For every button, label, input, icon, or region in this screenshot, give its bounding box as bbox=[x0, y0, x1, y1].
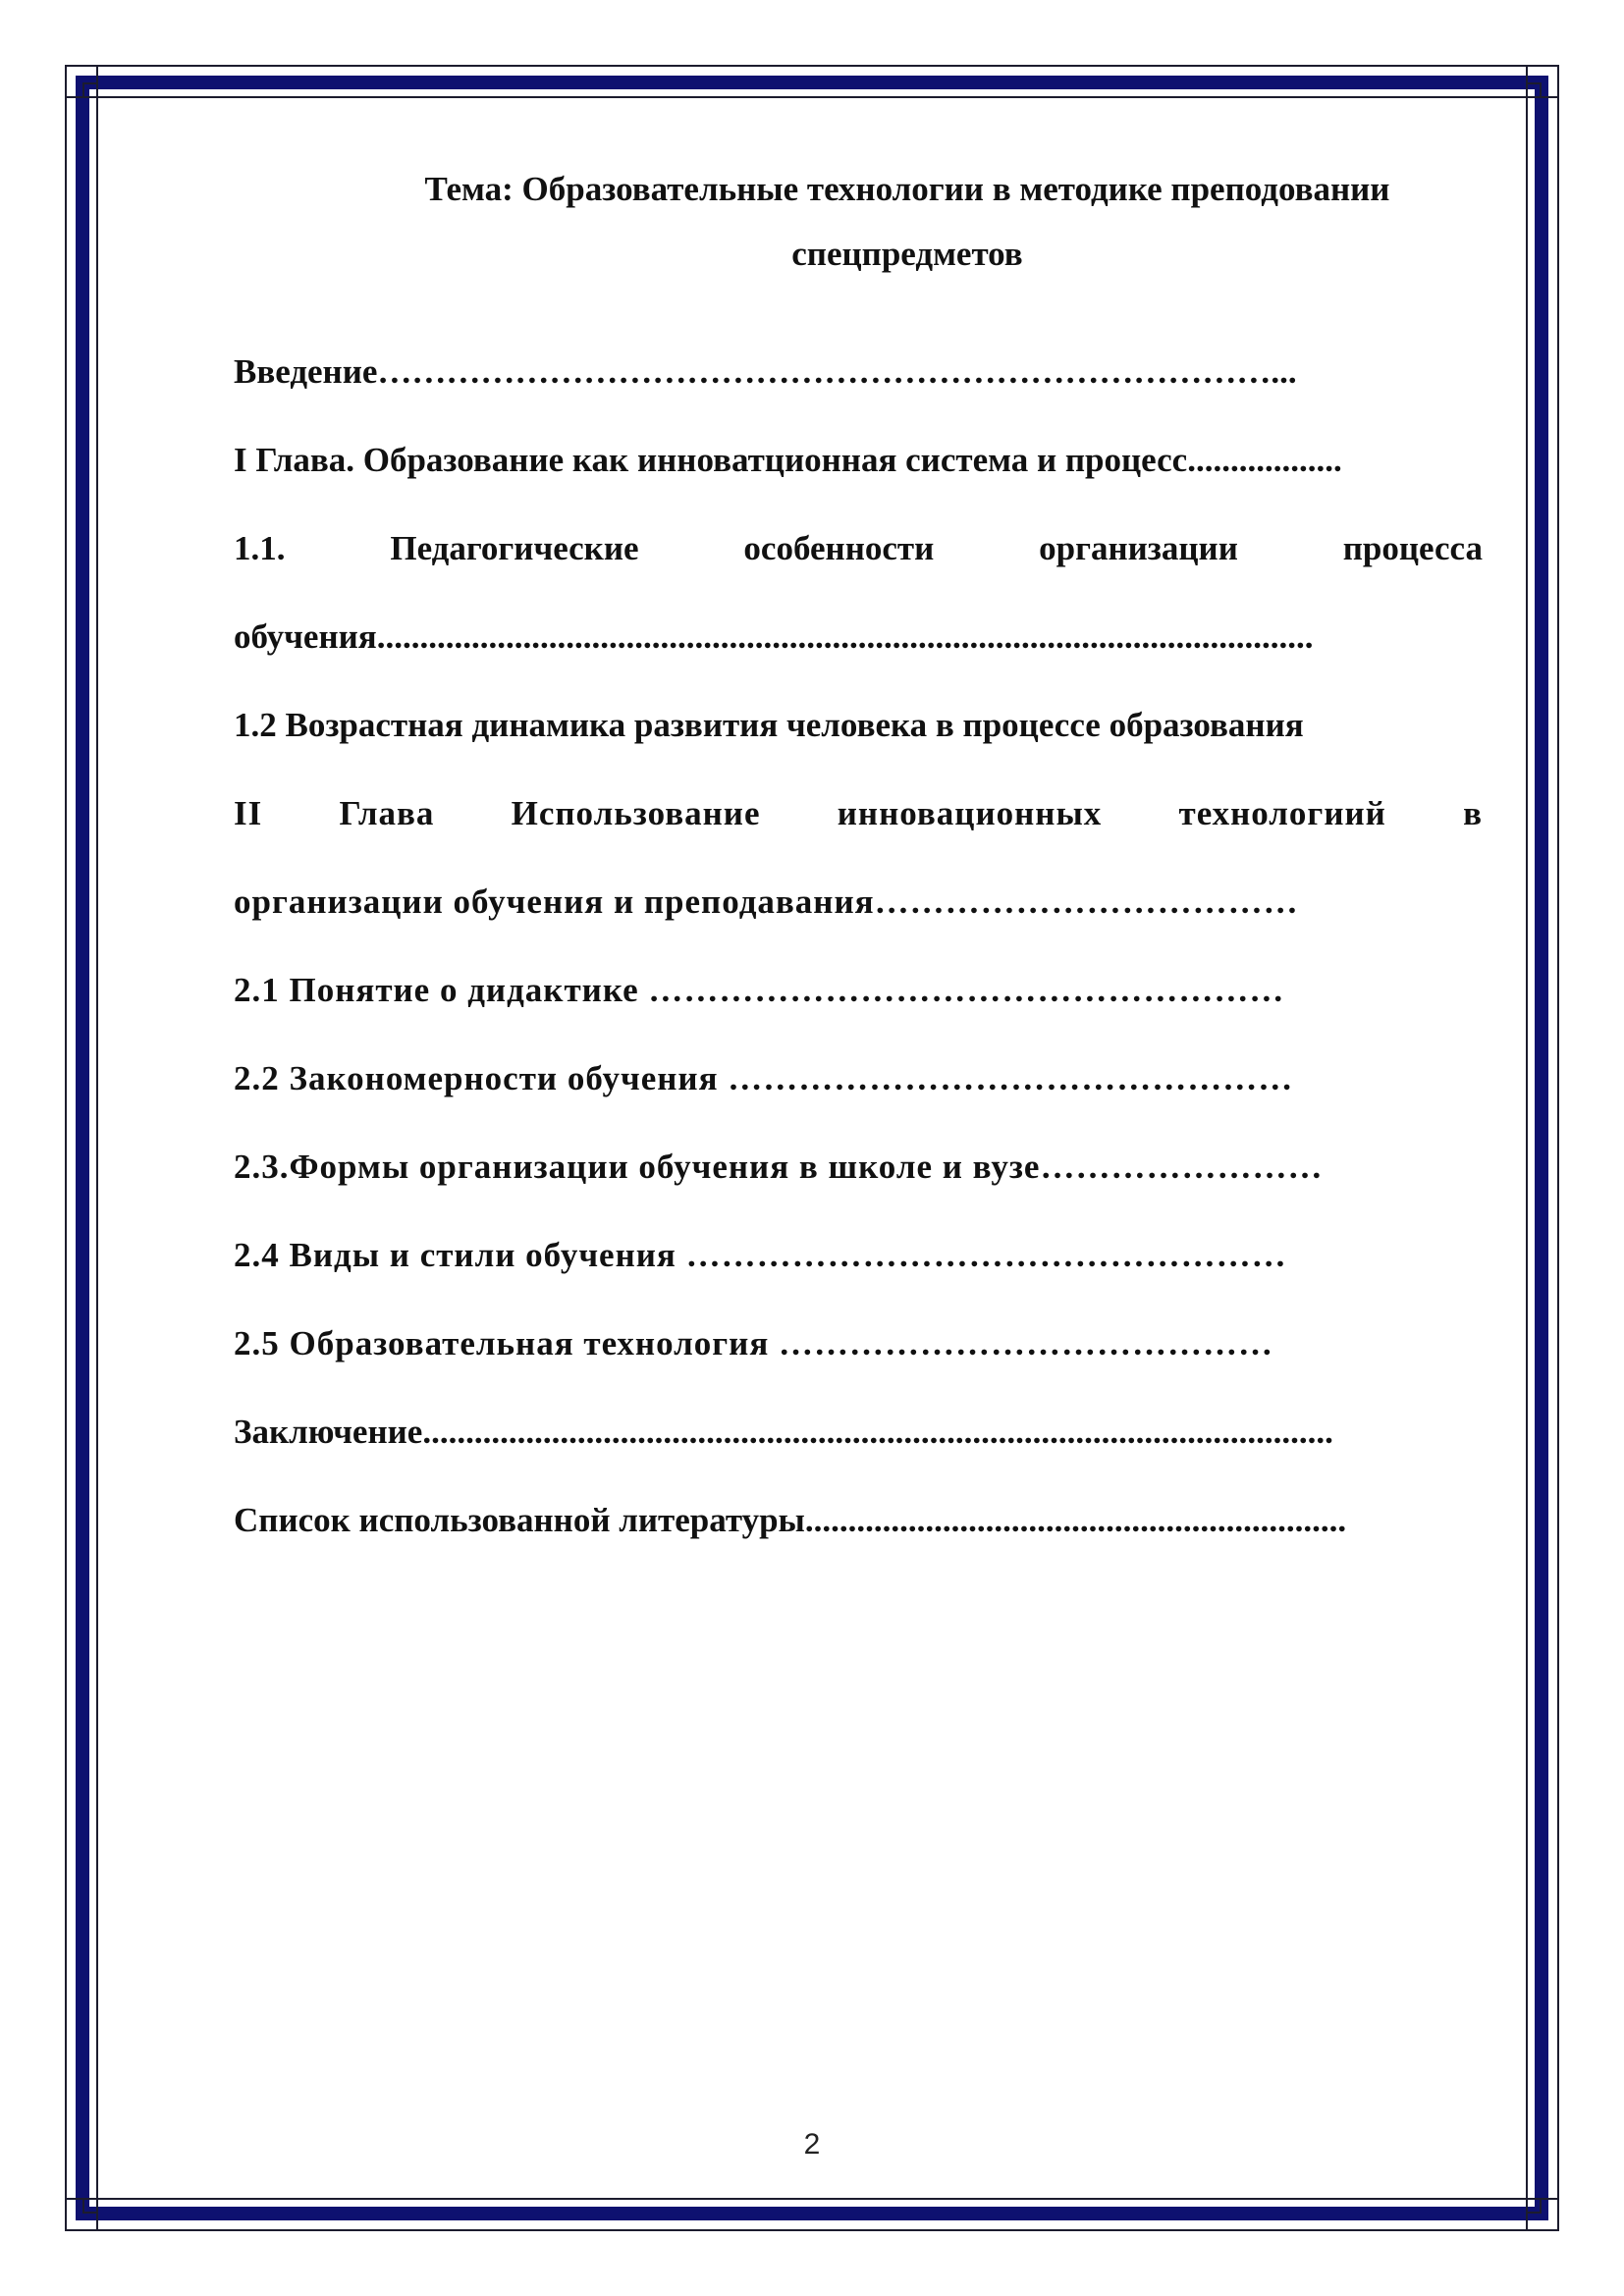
toc-entry-2-5: 2.5 Образовательная технология …………………………………… bbox=[234, 1324, 1274, 1362]
document-title bbox=[234, 157, 1483, 287]
toc-entry-2-2: 2.2 Закономерности обучения ………………………………………… bbox=[234, 1059, 1294, 1097]
title-line-2: спецпредметов bbox=[791, 235, 1023, 273]
toc-entry-introduction: Введение……………………………………………………………………... bbox=[234, 352, 1297, 391]
document-content bbox=[234, 157, 1483, 1565]
toc-entry-2-1: 2.1 Понятие о дидактике ……………………………………………… bbox=[234, 971, 1285, 1009]
toc-entry-conclusion: Заключение.......................................................................................................... bbox=[234, 1413, 1333, 1451]
toc-entry-1-1-part-2: обучения............................................................................................................. bbox=[234, 617, 1314, 656]
corner-ornament-bottom-left bbox=[65, 2198, 98, 2231]
toc-entry-1-1-part-1: 1.1. Педагогические особенности организации процесса bbox=[234, 529, 1483, 567]
corner-ornament-bottom-right bbox=[1526, 2198, 1559, 2231]
toc-entry-chapter-2-part-2: организации обучения и преподавания……………………………… bbox=[234, 882, 1299, 921]
toc-entry-chapter-2-part-1: II Глава Использование инновационных технологиий в bbox=[234, 794, 1483, 832]
toc-entry-1-2: 1.2 Возрастная динамика развития человека в процессе образования bbox=[234, 706, 1304, 744]
toc-entry-chapter-1: I Глава. Образование как инноватционная система и процесс.................. bbox=[234, 441, 1342, 479]
toc-entry-2-3: 2.3.Формы организации обучения в школе и вузе…………………… bbox=[234, 1148, 1324, 1186]
toc-entry-2-4: 2.4 Виды и стили обучения …………………………………………… bbox=[234, 1236, 1287, 1274]
corner-ornament-top-left bbox=[65, 65, 98, 98]
corner-ornament-top-right bbox=[1526, 65, 1559, 98]
toc-entry-references: Список использованной литературы............................................................... bbox=[234, 1501, 1347, 1539]
table-of-contents bbox=[234, 328, 1483, 1565]
title-line-1: Тема: Образовательные технологии в методике преподовании bbox=[424, 170, 1390, 208]
page-number: 2 bbox=[803, 2128, 821, 2161]
